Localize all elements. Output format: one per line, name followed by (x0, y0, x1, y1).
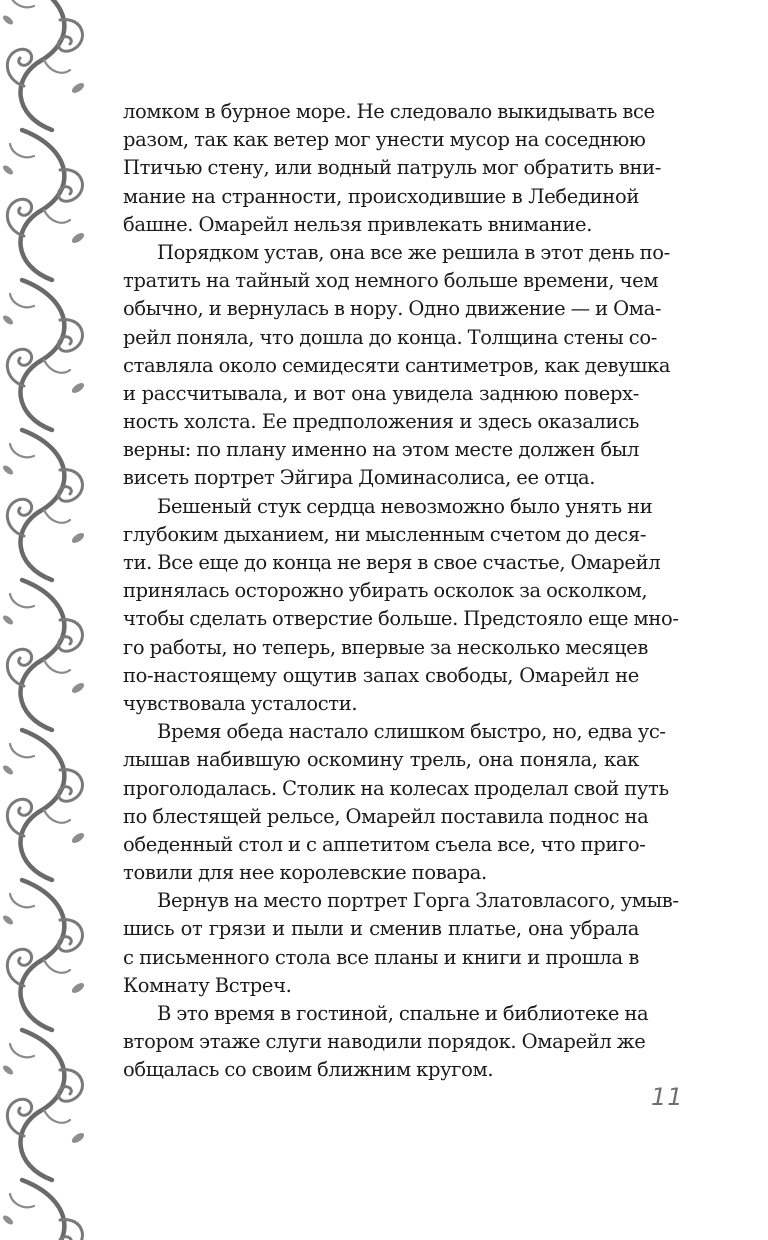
page-number: 11 (651, 1083, 684, 1111)
text-line: и рассчитывала, и вот она увидела заднюю поверх- (123, 381, 639, 405)
text-line: принялась осторожно убирать осколок за осколком, (123, 579, 648, 603)
text-line: разом, так как ветер мог унести мусор на соседнюю (123, 128, 646, 152)
text-line: глубоким дыханием, ни мысленным счетом до деся- (123, 522, 647, 546)
text-line: чтобы сделать отверстие больше. Предстояло еще мно- (123, 607, 679, 631)
text-line: Комнату Встреч. (123, 973, 292, 997)
decorative-scroll-border (0, 0, 110, 1240)
text-line: рейл поняла, что дошла до конца. Толщина стены со- (123, 325, 657, 349)
text-line: обеденный стол и с аппетитом съела все, что приго- (123, 832, 646, 856)
text-line: шись от грязи и пыли и сменив платье, она убрала (123, 917, 639, 941)
text-line: обычно, и вернулась в нору. Одно движение — и Ома- (123, 297, 662, 321)
text-line: В это время в гостиной, спальне и библиотеке на (157, 1002, 649, 1025)
text-line: Бешеный стук сердца невозможно было унять ни (157, 494, 653, 518)
text-line: Птичью стену, или водный патруль мог обратить вни- (123, 156, 662, 180)
text-line: мание на странности, происходившие в Лебединой (123, 184, 639, 208)
text-line: го работы, но теперь, впервые за несколько месяцев (123, 635, 648, 659)
text-line: по блестящей рельсе, Омарейл поставила поднос на (123, 804, 649, 828)
text-line: Время обеда настало слишком быстро, но, едва ус- (157, 720, 666, 744)
text-line: лышав набившую оскомину трель, она поняла, как (123, 748, 639, 772)
text-line: башне. Омарейл нельзя привлекать внимание. (123, 212, 593, 236)
text-line: верны: по плану именно на этом месте должен был (123, 438, 639, 462)
text-line: ставляла около семидесяти сантиметров, как девушка (123, 353, 671, 377)
text-line: ность холста. Ее предположения и здесь оказались (123, 410, 639, 434)
text-line: Вернув на место портрет Горга Златовласого, умыв- (157, 889, 679, 913)
body-text (123, 98, 679, 1085)
text-line: ломком в бурное море. Не следовало выкидывать все (123, 100, 655, 123)
text-line: втором этаже слуги наводили порядок. Омарейл же (123, 1030, 646, 1054)
text-line: висеть портрет Эйгира Доминасолиса, ее отца. (123, 466, 596, 490)
text-line: проголодалась. Столик на колесах проделал свой путь (123, 776, 669, 800)
text-line: товили для нее королевские повара. (123, 861, 487, 885)
text-line: тратить на тайный ход немного больше времени, чем (123, 269, 659, 293)
text-line: Порядком устав, она все же решила в этот день по- (157, 240, 670, 264)
text-line: общалась со своим ближним кругом. (123, 1058, 494, 1082)
text-line: с письменного стола все планы и книги и прошла в (123, 945, 639, 969)
text-line: ти. Все еще до конца не веря в свое счастье, Омарейл (123, 551, 661, 574)
text-line: по-настоящему ощутив запах свободы, Омарейл не (123, 663, 639, 687)
text-line: чувствовала усталости. (123, 691, 358, 715)
